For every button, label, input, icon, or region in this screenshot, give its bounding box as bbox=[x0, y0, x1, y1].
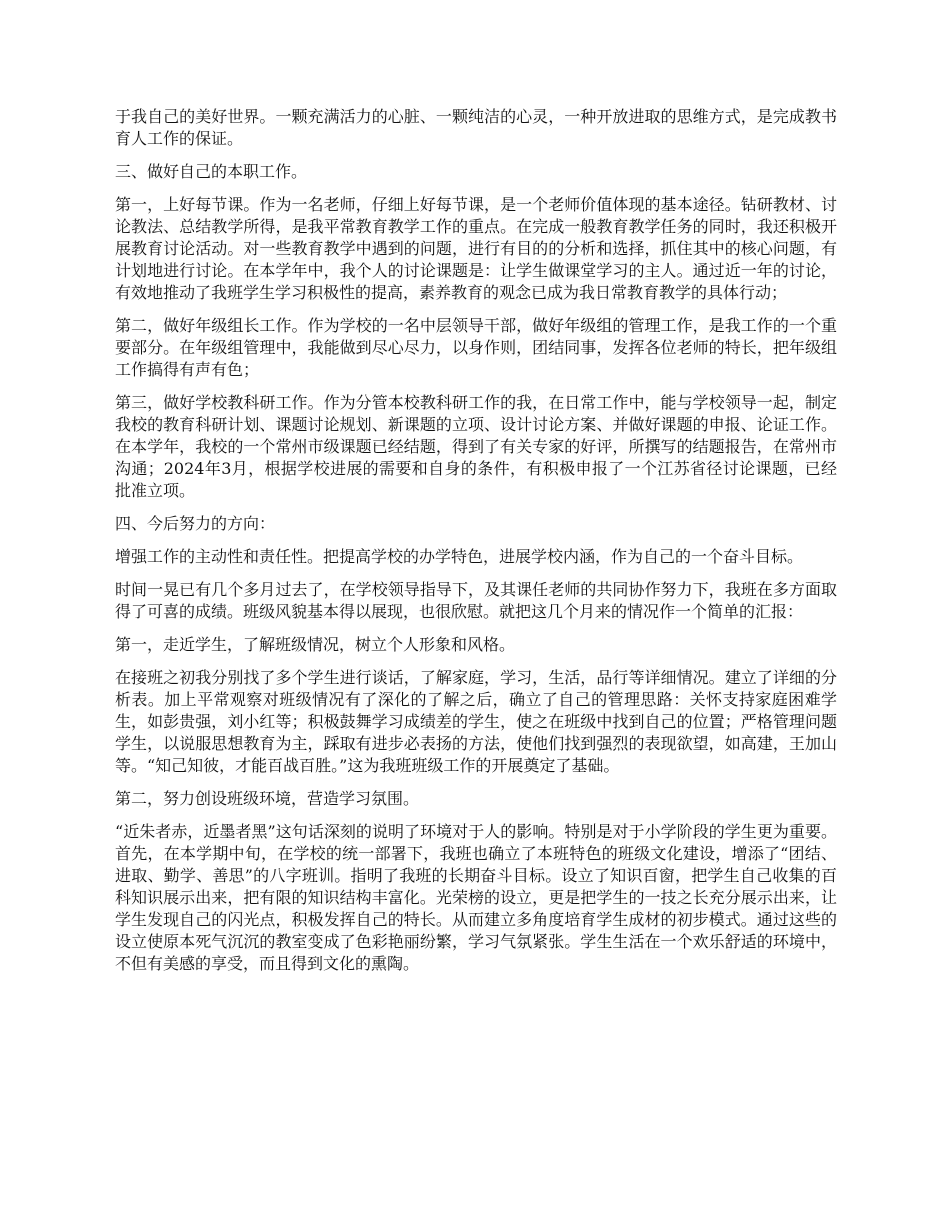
paragraph-second-environment-heading: 第二，努力创设班级环境，营造学习氛围。 bbox=[115, 789, 420, 808]
paragraph-first-students-heading: 第一，走近学生，了解班级情况，树立个人形象和风格。 bbox=[115, 635, 516, 654]
paragraph-first-lessons: 第一，上好每节课。作为一名老师，仔细上好每节课，是一个老师价值体现的基本途径。钻研教材、讨论教法、总结教学所得，是我平常教育教学工作的重点。在完成一般教育教学任务的同时，我还积极开展教育讨论活动。对一些教育教学中遇到的问题，进行有目的的分析和选择，抓住其中的核心问题，有计划地进行讨论。在本学年中，我个人的讨论课题是：让学生做课堂学习的主人。通过近一年的讨论，有效地推动了我班学生学习积极性的提高，素养教育的观念已成为我日常教育教学的具体行动； bbox=[115, 195, 837, 302]
paragraph-environment-detail: “近朱者赤，近墨者黑”这句话深刻的说明了环境对于人的影响。特别是对于小学阶段的学生更为重要。首先，在本学期中旬，在学校的统一部署下，我班也确立了本班特色的班级文化建设，增添了“团结、进取、勤学、善思”的八字班训。指明了我班的长期奋斗目标。设立了知识百窗，把学生自己收集的百科知识展示出来，把有限的知识结构丰富化。光荣榜的设立，更是把学生的一技之长充分展示出来，让学生发现自己的闪光点，积极发挥自己的特长。从而建立多角度培育学生成材的初步模式。通过这些的设立使原本死气沉沉的教室变成了色彩艳丽纷繁，学习气氛紧张。学生生活在一个欢乐舒适的环境中，不但有美感的享受，而且得到文化的熏陶。 bbox=[115, 822, 837, 973]
paragraph-goal: 增强工作的主动性和责任性。把提高学校的办学特色，进展学校内涵，作为自己的一个奋斗目标。 bbox=[115, 547, 804, 566]
paragraph-students-detail: 在接班之初我分别找了多个学生进行谈话，了解家庭，学习，生活，品行等详细情况。建立了详细的分析表。加上平常观察对班级情况有了深化的了解之后，确立了自己的管理思路：关怀支持家庭困难学生，如彭贵强，刘小红等；积极鼓舞学习成绩差的学生，使之在班级中找到自己的位置；严格管理问题学生，以说服思想教育为主，踩取有进步必表扬的方法，使他们找到强烈的表现欲望，如高建，王加山等。“知己知彼，才能百战百胜。”这为我班班级工作的开展奠定了基础。 bbox=[115, 668, 837, 775]
paragraph-third-research: 第三，做好学校教科研工作。作为分管本校教科研工作的我，在日常工作中，能与学校领导一起，制定我校的教育科研计划、课题讨论规划、新课题的立项、设计讨论方案、并做好课题的申报、论证工作。在本学年，我校的一个常州市级课题已经结题，得到了有关专家的好评，所撰写的结题报告，在常州市沟通；2024年3月，根据学校进展的需要和自身的条件，有积极申报了一个江苏省径讨论课题，已经批准立项。 bbox=[115, 393, 837, 500]
paragraph-intro-continuation: 于我自己的美好世界。一颗充满活力的心脏、一颗纯洁的心灵，一种开放进取的思维方式，是完成教书育人工作的保证。 bbox=[115, 107, 837, 148]
paragraph-second-grade-leader: 第二，做好年级组长工作。作为学校的一名中层领导干部，做好年级组的管理工作，是我工作的一个重要部分。在年级组管理中，我能做到尽心尽力，以身作则，团结同事，发挥各位老师的特长，把年级组工作搞得有声有色； bbox=[115, 316, 837, 379]
section-heading-four: 四、今后努力的方向： bbox=[115, 514, 276, 533]
paragraph-report-intro: 时间一晃已有几个多月过去了，在学校领导指导下，及其课任老师的共同协作努力下，我班在多方面取得了可喜的成绩。班级风貌基本得以展现，也很欣慰。就把这几个月来的情况作一个简单的汇报： bbox=[115, 580, 837, 621]
document-page bbox=[115, 106, 837, 986]
section-heading-three: 三、做好自己的本职工作。 bbox=[115, 162, 308, 181]
